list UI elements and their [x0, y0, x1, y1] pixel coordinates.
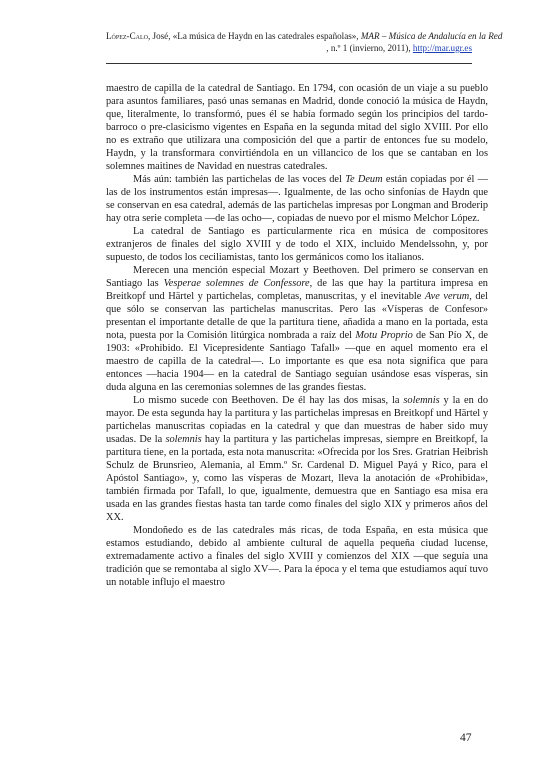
header-line-2	[106, 42, 472, 54]
citation-text: , José, «La música de Haydn en las catedrales españolas»,	[147, 31, 361, 41]
running-header	[106, 30, 503, 62]
paragraph-5-text-b: y la en do mayor. De esta segunda hay la partitura y las partichelas impresas en Breitkopf und Härtel y partichelas manuscritas copiadas en la catedral y que dan muestras de haber sido muy usadas. De la	[106, 395, 488, 445]
paragraph-4	[106, 264, 488, 394]
solemnis-title-1: solemnis	[403, 395, 440, 406]
paragraph-2	[106, 173, 488, 225]
paragraph-5	[106, 394, 488, 524]
header-line-1	[106, 30, 503, 42]
journal-title: MAR – Música de Andalucía en la Red	[360, 31, 503, 41]
ave-verum-title: Ave verum	[424, 291, 470, 302]
paragraph-2-text-a: Más aún: también las partichelas de las voces del	[133, 174, 346, 185]
vesperae-title: Vesperae solemnes de Confessore	[163, 278, 310, 289]
paragraph-4-text-a: Merecen una mención especial Mozart y Beethoven. Del primero se conservan en Santiago las	[106, 265, 488, 289]
te-deum-title: Te Deum	[345, 174, 383, 185]
paragraph-2-text-b: están copiadas por él —las de los instrumentos están impresas—. Igualmente, de las ocho sinfonías de Haydn que se conservan en esa catedral, además de las partichelas impresas por Longman and Broderip hay otra serie completa —de las ocho—, copiadas de nuevo por el mismo Melchor López.	[106, 174, 489, 224]
motu-proprio-title: Motu Proprio	[355, 330, 413, 341]
author-name: López-Calo	[106, 31, 148, 41]
paragraph-5-text-a: Lo mismo sucede con Beethoven. De él hay las dos misas, la	[133, 395, 404, 406]
body-text	[106, 82, 488, 589]
paragraph-5-text-c: hay la partitura y las partichelas impresas, siempre en Breitkopf, la partitura tiene, en la portada, esta nota manuscrita: «Ofrecida por los Sres. Gratrian Heibrish Schulz de Brunsrieo, Alemania, al Emm.º Sr. Cardenal D. Miguel Payá y Rico, para el Apóstol Santiago», y, como las vísperas de Mozart, lleva la anotación de «Prohibida», también firmada por Tafall, lo que, igualmente, demuestra que en Santiago esa misa era usada en las grandes fiestas hasta tan tarde como finales del siglo XIX y primeros años del XX.	[106, 434, 489, 523]
header-rule	[106, 63, 472, 64]
paragraph-1: maestro de capilla de la catedral de Santiago. En 1794, con ocasión de un viaje a su pueblo para asuntos familiares, pasó unas semanas en Madrid, donde conoció la música de Haydn, que, literalmente, lo transformó, pues él se había formado según los principios del tardo-barroco o pre-clasicismo vigentes en España en la segunda mitad del siglo XVIII. Por ello no es extraño que utilizara una composición del que a partir de entonces fue su modelo, Haydn, y la transformara convirtiéndola en un villancico de los que se cantaban en los solemnes maitines de Navidad en nuestras catedrales.	[106, 83, 488, 172]
paragraph-3: La catedral de Santiago es particularmente rica en música de compositores extranjeros de finales del siglo XVIII y de todo el XIX, incluido Mendelssohn, y, por supuesto, de todos los ceciliamistas, tanto los germánicos como los italianos.	[106, 226, 488, 263]
journal-url-link[interactable]: http://mar.ugr.es	[412, 43, 472, 53]
solemnis-title-2: solemnis	[165, 434, 202, 445]
paragraph-4-text-b: , de las que hay la partitura impresa en Breitkopf und Härtel y partichelas, completas, manuscritas, y el inevitable	[106, 278, 488, 302]
paragraph-6: Mondoñedo es de las catedrales más ricas, de toda España, en esta música que estamos estudiando, debido al ambiente cultural de aquella pequeña ciudad lucense, extremadamente activo a finales del siglo XVIII y comienzos del XIX —que seguía una tradición que se remontaba al siglo XV—. Para la época y el tema que estudiamos aquí tuvo un notable influjo el maestro	[106, 525, 488, 588]
issue-info: , n.º 1 (invierno, 2011),	[326, 43, 413, 53]
paragraph-4-text-d: de San Pío X, de 1903: «Prohibido. El Vicepresidente Santiago Tafall» —que en aquel momento era el maestro de capilla de la catedral—. Lo importante es que esa nota significa que para entonces —hacia 1904— en la catedral de Santiago seguían usándose esas vísperas, sin duda alguna en las ceremonias solemnes de las grandes fiestas.	[106, 330, 489, 393]
page-number: 47	[460, 732, 472, 744]
paragraph-4-text-c: , del que sólo se conservan las partichelas manuscritas. Pero las «Vísperas de Confesor» presentan el importante detalle de que la partitura tiene, añadida a mano en la portada, esta nota, puesta por la Comisión litúrgica nombrada a raíz del	[106, 291, 488, 341]
